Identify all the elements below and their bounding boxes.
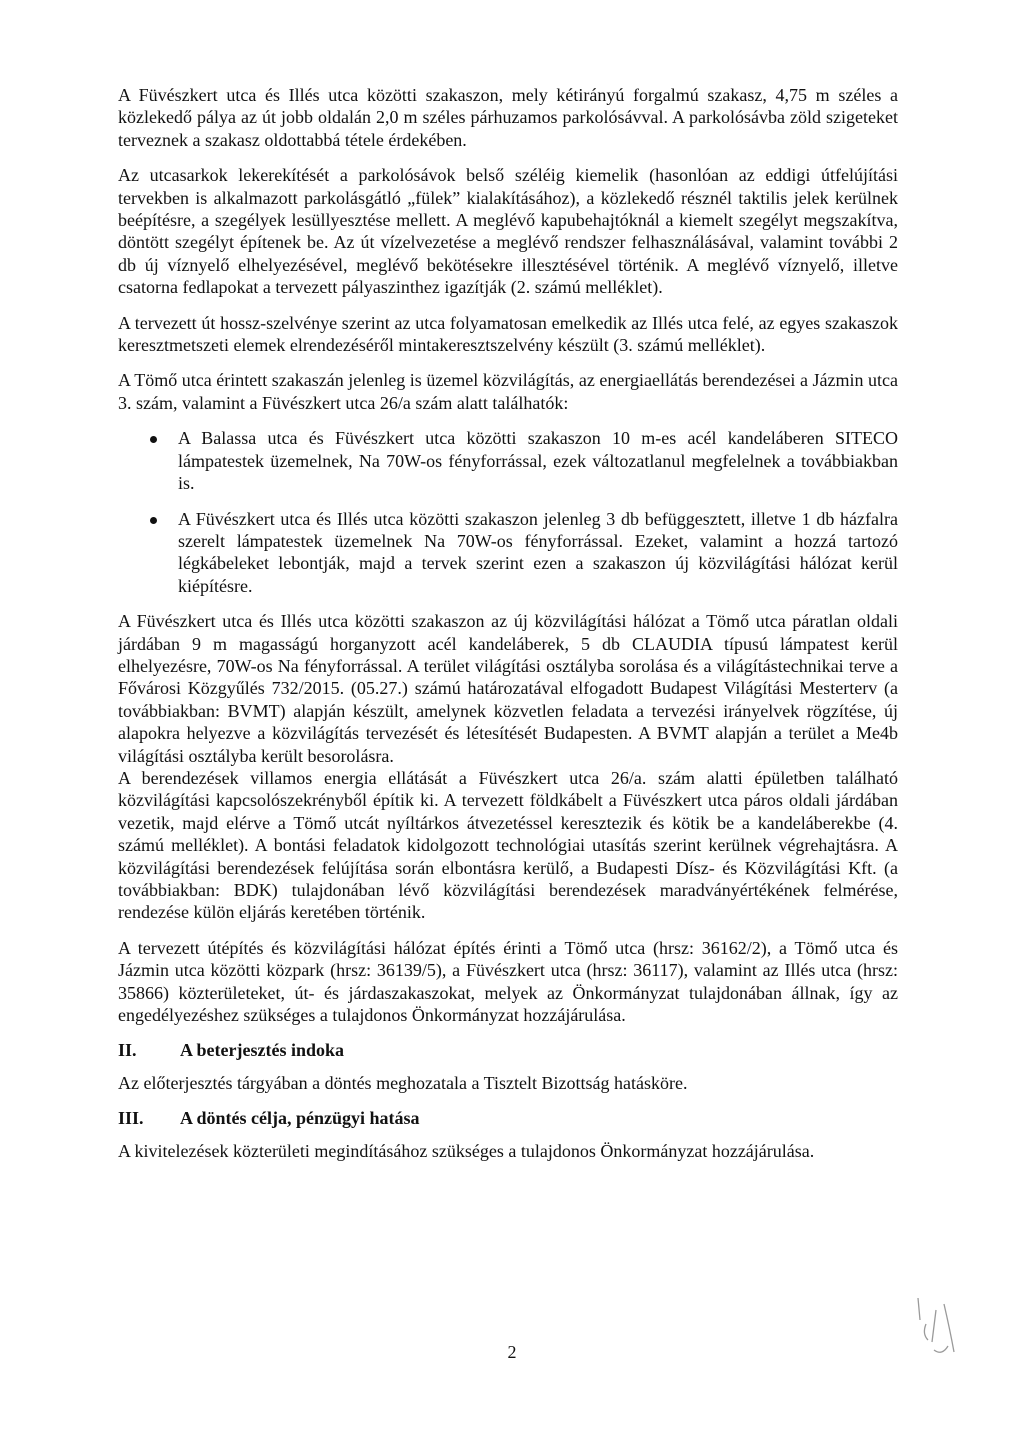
paragraph-longitudinal-profile: A tervezett út hossz-szelvénye szerint az utca folyamatosan emelkedik az Illés utca felé, az egyes szakaszok keresztmetszeti elemek elrendezéséről mintakeresztszelvény készült (3. számú melléklet). xyxy=(118,312,898,356)
paragraph-curb-drainage: Az utcasarkok lekerekítését a parkolósávok belső széléig kiemelik (hasonlóan az eddigi útfelújítási tervekben is alkalmazott parkolásgátló „fülek” kialakításához), a közlekedő résznél taktilis jelek kerülnek beépítésre, a szegélyek lesüllyesztése mellett. A meglévő kapubehajtóknál a kiemelt szegélyt megszakítva, döntött szegélyt építenek be. Az út vízelvezetése a meglévő rendszer felhasználásával, valamint további 2 db új víznyelő elhelyezésével, meglévő bekötésekre illesztésével történik. A meglévő víznyelő, illetve csatorna fedlapokat a tervezett pályaszinthez igazítják (2. számú melléklet). xyxy=(118,165,898,298)
list-item-text: A Füvészkert utca és Illés utca közötti szakaszon jelenleg 3 db befüggesztett, illetve 1 db házfalra szerelt lámpatestek üzemelnek Na 70W-os fényforrással. Ezeket, valamint a hozzá tartozó légkábeleket lebontják, majd a tervek szerint ezen a szakaszon új közvilágítási hálózat kerül kiépítésre. xyxy=(178,508,898,596)
paragraph-purpose: A kivitelezések közterületi megindításához szükséges a tulajdonos Önkormányzat hozzájárulása. xyxy=(118,1140,815,1161)
section-title: A döntés célja, pénzügyi hatása xyxy=(180,1108,420,1129)
paragraph-new-lighting: A Füvészkert utca és Illés utca közötti szakaszon az új közvilágítási hálózat a Tömő utca páratlan oldali járdában 9 m magasságú horganyzott acél kandeláberek, 5 db CLAUDIA típusú lámpatest kerül elhelyezésre, 70W-os Na fényforrással. A terület világítási osztályba sorolása és a világítástechnikai terve a Fővárosi Közgyűlés 732/2015. (05.27.) számú határozatával elfogadott Budapest Világítási Mesterterv (a továbbiakban: BVMT) alapján készült, amelynek közvetlen feladata a tervezési irányelvek rögzítése, új alapokra helyezve a közvilágítás tervezését és létesítését Budapesten. A BVMT alapján a terület a Me4b világítási osztályba került besorolásra. xyxy=(118,611,898,766)
document-body xyxy=(118,84,898,1175)
paragraph-lighting-existing: A Tömő utca érintett szakaszán jelenleg is üzemel közvilágítás, az energiaellátás berendezései a Jázmin utca 3. szám, valamint a Füvészkert utca 26/a szám alatt találhatók: xyxy=(118,370,898,413)
section-heading-reason xyxy=(118,1039,898,1061)
section-number: II. xyxy=(118,1040,137,1061)
paragraph-road-section: A Füvészkert utca és Illés utca közötti szakaszon, mely kétirányú forgalmú szakasz, 4,75 m széles a közlekedő pálya az út jobb oldalán 2,0 m széles párhuzamos parkolósávval. A parkolósávba zöld szigeteket terveznek a szakasz oldottabbá tétele érdekében. xyxy=(118,85,898,150)
bullet-icon xyxy=(150,436,157,443)
paragraph-ownership: A tervezett útépítés és közvilágítási hálózat építés érinti a Tömő utca (hrsz: 36162/2), a Tömő utca és Jázmin utca közötti közpark (hrsz: 36139/5), a Füvészkert utca (hrsz: 36117), valamint az Illés utca (hrsz: 35866) közterületeket, út- és járdaszakaszokat, melyek az Önkormányzat tulajdonában állnak, így az engedélyezéshez szükséges a tulajdonos Önkormányzat hozzájárulása. xyxy=(118,937,898,1026)
list-item-text: A Balassa utca és Füvészkert utca közötti szakaszon 10 m-es acél kandeláberen SITECO lámpatestek üzemelnek, Na 70W-os fényforrással, ezek változatlanul megfelelnek a továbbiakban is. xyxy=(178,428,898,494)
section-heading-purpose xyxy=(118,1107,898,1129)
list-item xyxy=(118,508,898,598)
page-number: 2 xyxy=(507,1342,517,1362)
signature-mark xyxy=(910,1290,962,1362)
paragraph-power-supply: A berendezések villamos energia ellátását a Füvészkert utca 26/a. szám alatti épületben található közvilágítási kapcsolószekrényből építik ki. A tervezett földkábelt a Füvészkert utca páros oldali járdában vezetik, majd elérve a Tömő utcát nyíltárkos átvezetéssel keresztezik és kötik be a kandeláberekbe (4. számú melléklet). A bontási feladatok kidolgozott technológiai utasítás szerint kerülnek végrehajtásra. A közvilágítási berendezések felújítása során elbontásra kerülő, a Budapesti Dísz- és Közvilágítási Kft. (a továbbiakban: BDK) tulajdonában lévő közvilágítási berendezések maradványértékének felmérése, rendezése külön eljárás keretében történik. xyxy=(118,767,898,923)
list-item xyxy=(118,427,898,494)
bullet-icon xyxy=(150,517,157,524)
section-title: A beterjesztés indoka xyxy=(180,1040,344,1061)
section-number: III. xyxy=(118,1108,144,1129)
lighting-bullet-list xyxy=(118,427,898,597)
paragraph-reason: Az előterjesztés tárgyában a döntés meghozatala a Tisztelt Bizottság hatásköre. xyxy=(118,1072,688,1093)
